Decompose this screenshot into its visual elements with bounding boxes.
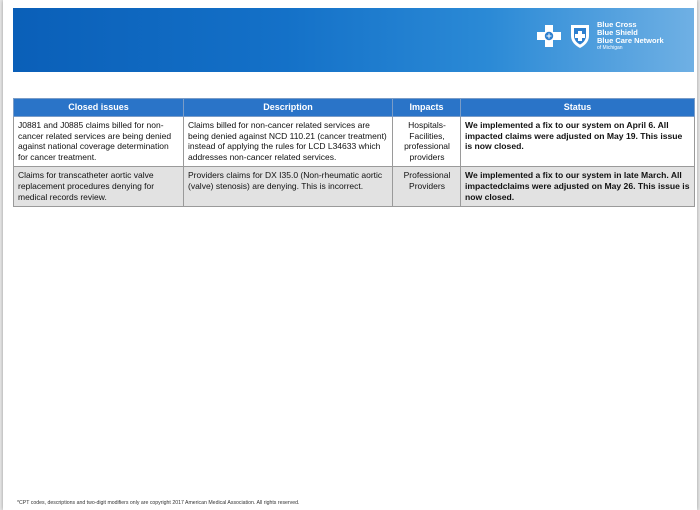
blue-cross-icon: [534, 23, 564, 49]
status-cell: We implemented a fix to our system in late March. All impactedclaims were adjusted on May 26. This issue is now closed.: [461, 167, 695, 207]
status-cell: We implemented a fix to our system on April 6. All impacted claims were adjusted on May 19. This issue is now closed.: [461, 117, 695, 167]
closed-issue-cell: J0881 and J0885 claims billed for non-cancer related services are being denied against national coverage determination for cancer treatment.: [14, 117, 184, 167]
impacts-cell: Professional Providers: [393, 167, 461, 207]
brand-line-3: Blue Care Network: [597, 35, 664, 45]
header-description: Description: [184, 99, 393, 117]
table-row: [14, 167, 695, 207]
brand-line-1: Blue Cross: [597, 19, 637, 29]
bcbs-logo: [534, 16, 664, 56]
header-impacts: Impacts: [393, 99, 461, 117]
copyright-footnote: *CPT codes, descriptions and two-digit modifiers only are copyright 2017 American Medical Association. All rights reserved.: [17, 500, 300, 506]
header-status: Status: [461, 99, 695, 117]
description-cell: Providers claims for DX I35.0 (Non-rheumatic aortic (valve) stenosis) are denying. This is incorrect.: [184, 167, 393, 207]
closed-issue-cell: Claims for transcatheter aortic valve replacement procedures denying for medical records review.: [14, 167, 184, 207]
description-cell: Claims billed for non-cancer related services are being denied against NCD 110.21 (cancer treatment) instead of applying the rules for LCD L34633 which addresses non-cancer related services.: [184, 117, 393, 167]
blue-shield-icon: [568, 22, 592, 50]
table-row: [14, 117, 695, 167]
brand-name: [597, 21, 664, 52]
impacts-cell: Hospitals- Facilities, professional providers: [393, 117, 461, 167]
closed-issues-table: [13, 98, 695, 207]
brand-line-4: of Michigan: [597, 44, 623, 51]
header-closed-issues: Closed issues: [14, 99, 184, 117]
brand-line-2: Blue Shield: [597, 27, 638, 37]
table-header-row: [14, 99, 695, 117]
document-page: [3, 0, 697, 510]
